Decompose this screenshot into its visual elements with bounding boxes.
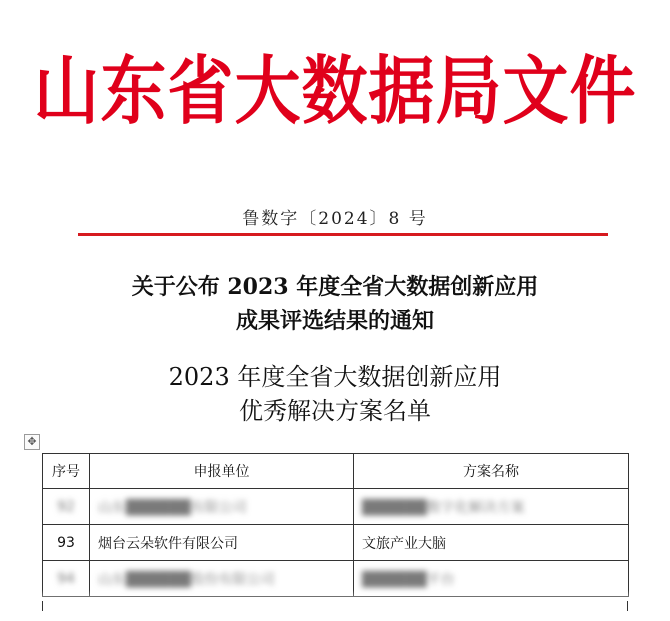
red-divider	[78, 233, 608, 236]
row-solution: 文旅产业大脑	[354, 525, 629, 561]
list-title	[0, 360, 670, 428]
table-row	[43, 489, 629, 525]
row-unit: 山东██████股份有限公司	[90, 561, 354, 597]
table-header-row	[43, 454, 629, 489]
list-title-line-1: 2023 年度全省大数据创新应用	[168, 363, 502, 391]
row-unit: 山东██████有限公司	[90, 489, 354, 525]
row-number: 92	[43, 489, 90, 525]
table-corner-mark-right	[627, 601, 628, 611]
table-row	[43, 525, 629, 561]
results-table	[42, 453, 629, 597]
table-corner-mark-left	[42, 601, 43, 611]
move-icon[interactable]: ✥	[24, 434, 40, 450]
notice-title-line-2: 成果评选结果的通知	[235, 308, 434, 334]
row-solution: ██████数字化解决方案	[354, 489, 629, 525]
notice-title	[0, 270, 670, 338]
row-number: 94	[43, 561, 90, 597]
list-title-line-2: 优秀解决方案名单	[239, 397, 431, 425]
column-header-unit: 申报单位	[90, 454, 354, 489]
page-fade	[0, 590, 670, 621]
document-number: 鲁数字〔2024〕8 号	[242, 209, 428, 229]
column-header-no: 序号	[43, 454, 90, 489]
row-solution: ██████平台	[354, 561, 629, 597]
row-number: 93	[43, 525, 90, 561]
row-unit: 烟台云朵软件有限公司	[90, 525, 354, 561]
column-header-solution: 方案名称	[354, 454, 629, 489]
document-header: 山东省大数据局文件	[33, 48, 637, 135]
notice-title-line-1: 关于公布 2023 年度全省大数据创新应用	[131, 274, 539, 300]
